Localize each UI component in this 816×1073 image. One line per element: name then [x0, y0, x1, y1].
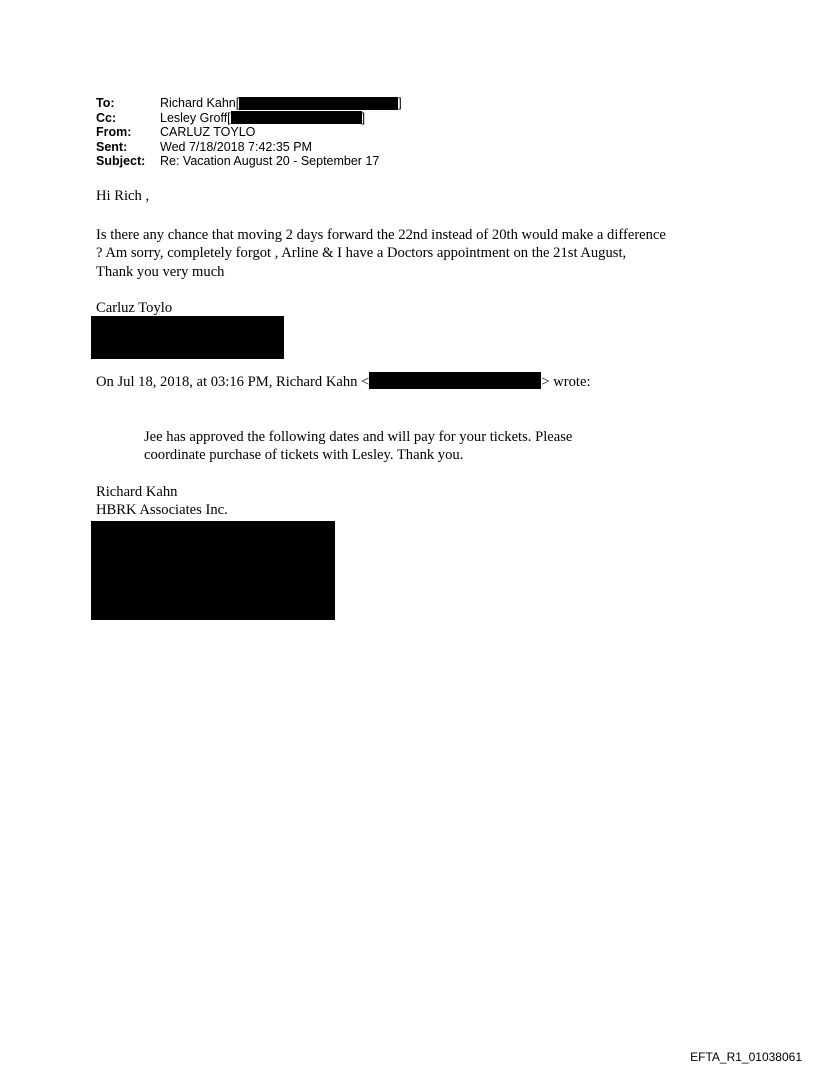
- redaction-block: [91, 316, 284, 359]
- subject-row: [96, 154, 402, 169]
- redaction-block: [91, 521, 335, 620]
- subject-value: Re: Vacation August 20 - September 17: [160, 154, 380, 169]
- quoted-body: [144, 428, 572, 465]
- document-id: EFTA_R1_01038061: [690, 1050, 802, 1064]
- redaction-bar: [369, 372, 541, 389]
- quoted-line: Jee has approved the following dates and will pay for your tickets. Please: [144, 429, 573, 445]
- sent-row: [96, 140, 402, 155]
- cc-row: [96, 111, 402, 126]
- quoted-line: coordinate purchase of tickets with Lesley. Thank you.: [144, 447, 464, 464]
- message-line: Is there any chance that moving 2 days forward the 22nd instead of 20th would make a difference: [96, 227, 666, 243]
- sent-value: Wed 7/18/2018 7:42:35 PM: [160, 139, 312, 154]
- sent-label: Sent:: [96, 139, 128, 154]
- quoted-sig-name: Richard Kahn: [96, 484, 178, 500]
- redaction-bar: [239, 97, 398, 110]
- greeting: Hi Rich ,: [96, 188, 150, 204]
- to-label: To:: [96, 96, 115, 110]
- message-line: Thank you very much: [96, 263, 225, 280]
- to-close-bracket: ]: [398, 96, 402, 110]
- to-value: [160, 96, 402, 111]
- quoted-intro-start: On Jul 18, 2018, at 03:16 PM, Richard Kahn <: [96, 374, 370, 390]
- subject-label: Subject:: [96, 154, 146, 169]
- from-row: [96, 125, 402, 140]
- cc-name: Lesley Groff[: [160, 110, 231, 125]
- message-body: [96, 226, 666, 281]
- cc-value: [160, 111, 365, 126]
- signature-name: Carluz Toylo: [96, 300, 173, 316]
- quoted-sig-company: HBRK Associates Inc.: [96, 502, 228, 519]
- quoted-signature: [96, 483, 228, 520]
- quoted-intro-end: > wrote:: [541, 374, 591, 390]
- to-row: [96, 96, 402, 111]
- to-name: Richard Kahn[: [160, 96, 240, 110]
- redaction-bar: [231, 111, 362, 124]
- email-header: [96, 96, 402, 169]
- from-value: CARLUZ TOYLO: [160, 125, 256, 140]
- from-label: From:: [96, 125, 132, 140]
- message-line: ? Am sorry, completely forgot , Arline & I have a Doctors appointment on the 21st August,: [96, 245, 627, 262]
- cc-label: Cc:: [96, 110, 117, 125]
- quoted-intro: [96, 372, 591, 391]
- cc-close-bracket: ]: [361, 110, 366, 125]
